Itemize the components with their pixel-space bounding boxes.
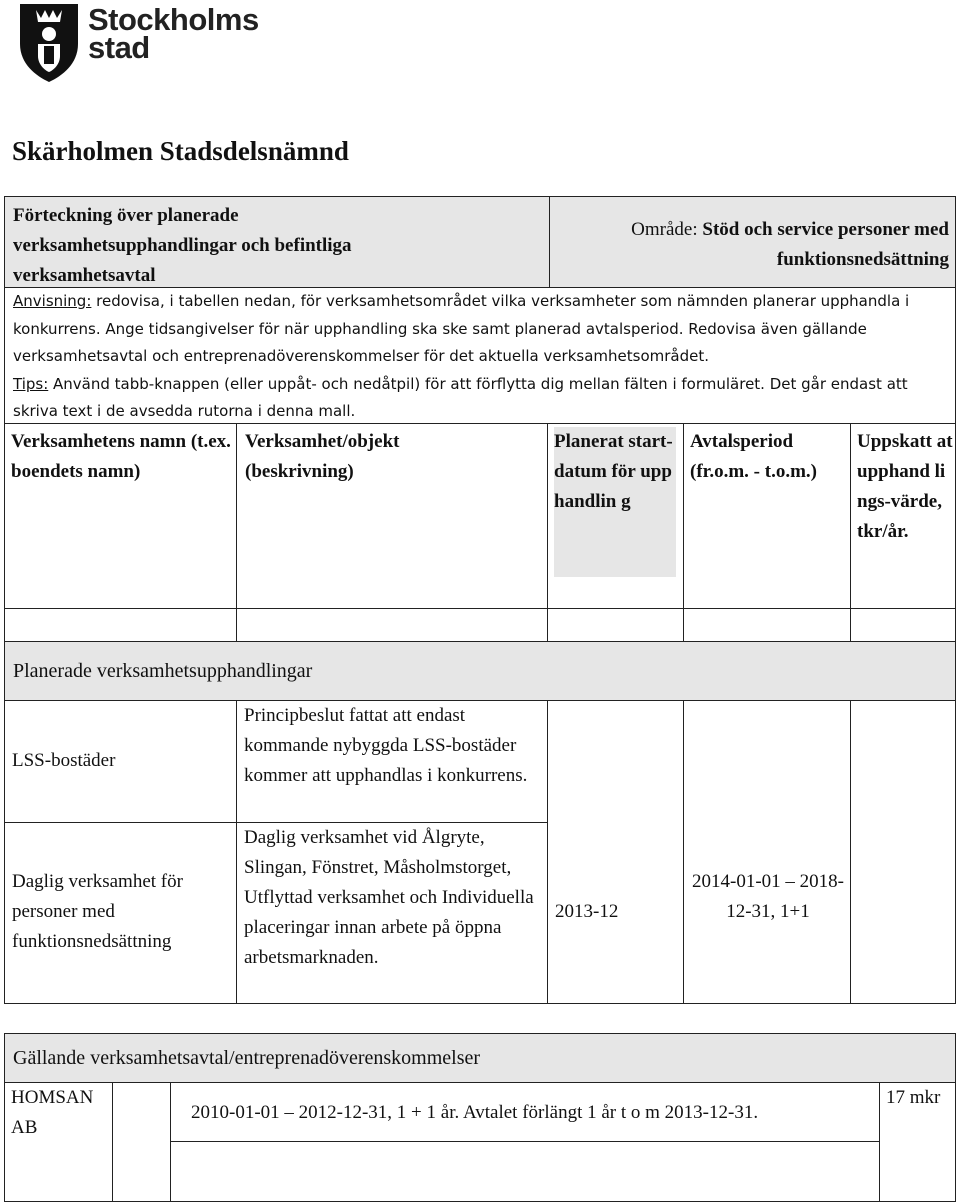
planned-row-2-name: Daglig verksamhet för personer med funktionsnedsättning [12, 871, 183, 952]
logo-wordmark [88, 2, 259, 65]
logo-line-1: Stockholms [88, 2, 259, 37]
planned-start-cell[interactable] [547, 700, 684, 1004]
empty-cell[interactable] [683, 608, 851, 642]
planned-section-title: Planerade verksamhetsupphandlingar [13, 660, 313, 682]
stockholm-crest-icon [14, 0, 84, 84]
col-header-period-cell [683, 423, 851, 609]
anvisning-text: redovisa, i tabellen nedan, för verksamhetsområdet vilka verksamheter som nämnden planerar upphandla i konkurrens. Ange tidsangivelser för när upphandling ska ske samt planerad avtalsperiod. Redovisa även gällande verksamhetsavtal och entreprenadöverenskommelser för det aktuella verksamhetsområdet. [13, 292, 910, 365]
empty-cell[interactable] [4, 608, 237, 642]
current-section-cell [4, 1033, 956, 1083]
col-header-name: Verksamhetens namn (t.ex. boendets namn) [11, 431, 231, 482]
area-cell [549, 196, 956, 288]
instructions-text [13, 288, 948, 426]
current-row-1-value: 17 mkr [886, 1087, 941, 1108]
col-header-start-cell [547, 423, 684, 609]
empty-cell[interactable] [236, 608, 548, 642]
instructions-cell [4, 287, 956, 424]
logo-line-2: stad [88, 30, 150, 65]
current-row-1-value-cell[interactable] [879, 1082, 956, 1202]
current-row-1-sub-cell[interactable] [170, 1141, 880, 1202]
tips-label: Tips: [13, 374, 49, 393]
planned-row-2-start: 2013-12 [555, 901, 619, 922]
area-line [549, 215, 949, 275]
current-row-1-extra-cell[interactable] [112, 1082, 171, 1202]
planned-section-cell [4, 641, 956, 701]
anvisning-label: Anvisning: [13, 292, 92, 310]
area-label: Område: [631, 219, 698, 240]
planned-row-2-name-cell[interactable] [4, 822, 237, 1004]
planned-row-1-desc-cell[interactable] [236, 700, 548, 823]
current-row-1-name-cell[interactable] [4, 1082, 113, 1202]
current-section-title: Gällande verksamhetsavtal/entreprenadöverenskommelser [13, 1047, 481, 1069]
col-header-desc-cell [236, 423, 548, 609]
empty-cell[interactable] [850, 608, 956, 642]
area-value: Stöd och service personer med funktionsnedsättning [702, 219, 949, 270]
current-row-1-period: 2010-01-01 – 2012-12-31, 1 + 1 år. Avtalet förlängt 1 år t o m 2013-12-31. [191, 1102, 759, 1123]
planned-period-cell[interactable] [683, 700, 851, 1004]
planned-row-2-desc: Daglig verksamhet vid Ålgryte, Slingan, Fönstret, Måsholmstorget, Utflyttad verksamhet och Individuella placeringar innan arbete på öppna arbetsmarknaden. [244, 827, 534, 968]
planned-value-cell[interactable] [850, 700, 956, 1004]
col-header-name-cell [4, 423, 237, 609]
current-row-1-period-cell[interactable] [170, 1082, 880, 1142]
col-header-start: Planerat start-datum för upphandlin g [554, 427, 676, 577]
col-header-value-cell [850, 423, 956, 609]
empty-cell[interactable] [547, 608, 684, 642]
register-title-cell [4, 196, 550, 288]
planned-row-2-desc-cell[interactable] [236, 822, 548, 1004]
col-header-desc: Verksamhet/objekt (beskrivning) [245, 431, 400, 482]
tips-text: Använd tabb-knappen (eller uppåt- och nedåtpil) för att förflytta dig mellan fälten i formuläret. Det går endast att skriva text i de avsedda rutorna i denna mall. [13, 374, 908, 420]
planned-row-1-desc: Principbeslut fattat att endast kommande nybyggda LSS-bostäder kommer att upphandlas i konkurrens. [244, 705, 528, 786]
register-title: Förteckning över planerade verksamhetsupphandlingar och befintliga verksamhetsavtal [13, 205, 352, 286]
planned-row-2-period: 2014-01-01 – 2018-12-31, 1+1 [692, 871, 844, 922]
planned-row-1-name-cell[interactable] [4, 700, 237, 823]
planned-row-1-name: LSS-bostäder [12, 750, 116, 771]
org-title: Skärholmen Stadsdelsnämnd [12, 136, 349, 166]
current-row-1-name: HOMSAN AB [11, 1087, 94, 1138]
col-header-period: Avtalsperiod (fr.o.m. - t.o.m.) [690, 431, 817, 482]
col-header-value: Uppskatt at upphand lings-värde, tkr/år. [857, 431, 953, 542]
